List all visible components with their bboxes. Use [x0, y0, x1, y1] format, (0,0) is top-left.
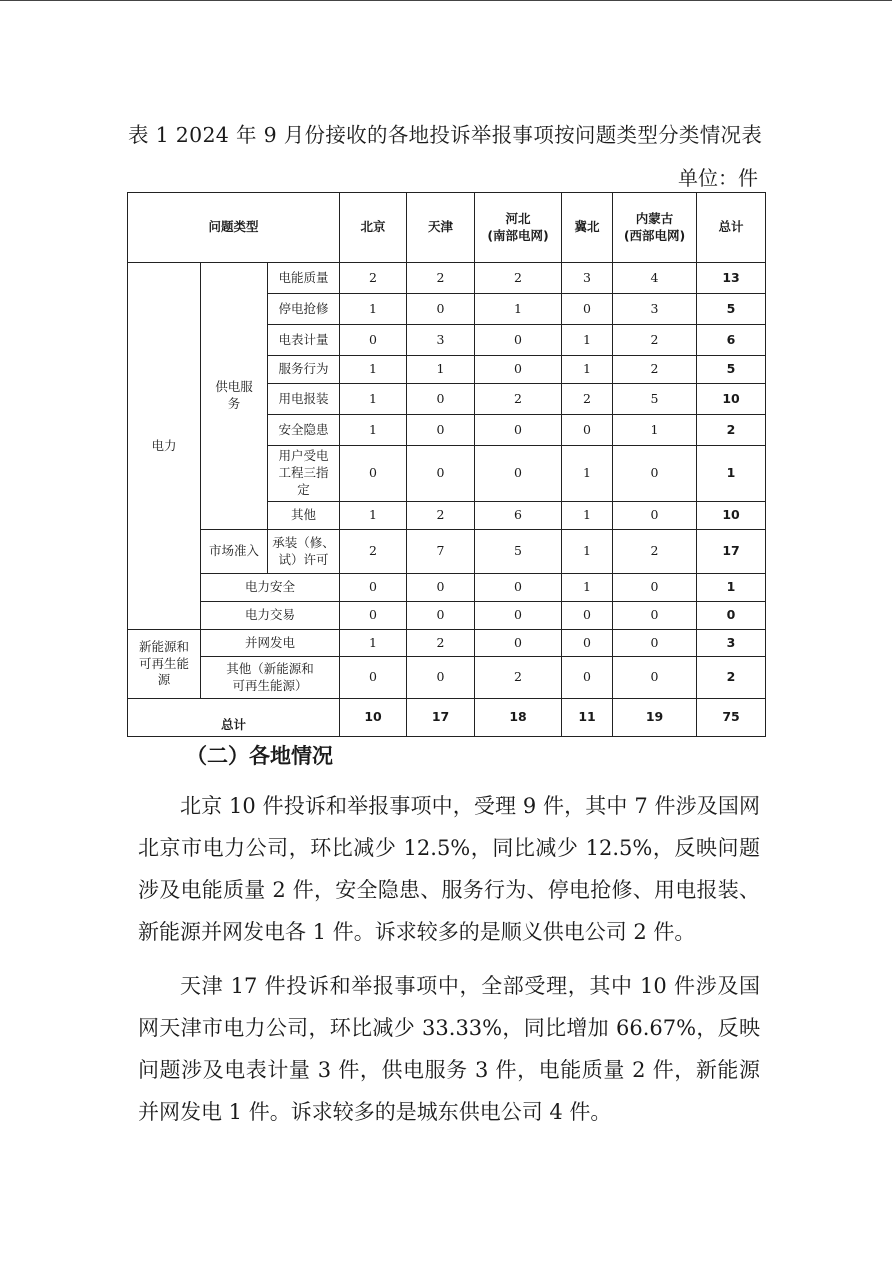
- row-label: 电表计量: [268, 325, 340, 356]
- cell-total: 0: [697, 602, 766, 630]
- cell-value: 0: [407, 446, 475, 502]
- cell-value: 2: [613, 356, 697, 384]
- cell-value: 3: [407, 325, 475, 356]
- cell-total: 2: [697, 415, 766, 446]
- cell-value: 1: [562, 574, 613, 602]
- cell-value: 1: [340, 630, 407, 657]
- cell-total: 3: [697, 630, 766, 657]
- row-label: 并网发电: [201, 630, 340, 657]
- cell-value: 0: [475, 325, 562, 356]
- cell-value: 1: [340, 294, 407, 325]
- cell-value: 0: [340, 602, 407, 630]
- cell-value: 0: [613, 502, 697, 530]
- header-neimenggu: 内蒙古 (西部电网): [613, 193, 697, 263]
- cell-value: 2: [407, 630, 475, 657]
- cell-value: 3: [613, 294, 697, 325]
- cell-value: 2: [475, 657, 562, 699]
- cell-value: 0: [340, 574, 407, 602]
- cell-value: 1: [340, 384, 407, 415]
- total-neimenggu: 19: [613, 699, 697, 737]
- row-label: 安全隐患: [268, 415, 340, 446]
- cell-value: 0: [613, 602, 697, 630]
- cell-value: 3: [562, 263, 613, 294]
- header-tianjin: 天津: [407, 193, 475, 263]
- cell-value: 0: [562, 415, 613, 446]
- cell-value: 0: [562, 602, 613, 630]
- total-beijing: 10: [340, 699, 407, 737]
- row-label: 其他: [268, 502, 340, 530]
- body-text: [138, 785, 760, 1133]
- page-top-border: [0, 0, 892, 1]
- cell-value: 0: [407, 384, 475, 415]
- cell-value: 0: [475, 415, 562, 446]
- totals-row: [128, 699, 766, 737]
- cell-value: 7: [407, 530, 475, 574]
- unit-label: 单位：件: [678, 166, 758, 190]
- cell-total: 5: [697, 356, 766, 384]
- cell-value: 4: [613, 263, 697, 294]
- cell-value: 0: [407, 415, 475, 446]
- section-heading: （二）各地情况: [186, 743, 333, 768]
- cell-value: 0: [475, 574, 562, 602]
- total-tianjin: 17: [407, 699, 475, 737]
- table-row: [128, 657, 766, 699]
- cell-total: 13: [697, 263, 766, 294]
- cell-value: 2: [475, 384, 562, 415]
- group-electric: 电力: [128, 263, 201, 630]
- row-label: 电力交易: [201, 602, 340, 630]
- row-label: 电能质量: [268, 263, 340, 294]
- cell-value: 1: [562, 502, 613, 530]
- paragraph-tianjin: 天津 17 件投诉和举报事项中，全部受理，其中 10 件涉及国网天津市电力公司，环比减少 33.33%，同比增加 66.67%，反映问题涉及电表计量 3 件，供电服务 3 件，电能质量 2 件，新能源并网发电 1 件。诉求较多的是城东供电公司 4 件。: [138, 974, 760, 1124]
- row-label: 用户受电工程三指定: [268, 446, 340, 502]
- cell-value: 0: [475, 446, 562, 502]
- group-supply-service: 供电服务: [201, 263, 268, 530]
- cell-value: 0: [613, 446, 697, 502]
- cell-value: 2: [407, 263, 475, 294]
- complaint-table: [127, 192, 766, 737]
- cell-value: 0: [407, 657, 475, 699]
- table-row: [128, 263, 766, 294]
- header-problem-type: 问题类型: [128, 193, 340, 263]
- cell-value: 0: [613, 657, 697, 699]
- cell-value: 0: [613, 574, 697, 602]
- group-renewable: 新能源和可再生能源: [128, 630, 201, 699]
- cell-value: 2: [475, 263, 562, 294]
- cell-value: 0: [407, 574, 475, 602]
- cell-value: 5: [475, 530, 562, 574]
- cell-value: 1: [340, 502, 407, 530]
- header-row: [128, 193, 766, 263]
- total-hebei: 18: [475, 699, 562, 737]
- cell-value: 0: [562, 657, 613, 699]
- cell-value: 1: [340, 415, 407, 446]
- cell-value: 2: [613, 530, 697, 574]
- cell-value: 1: [475, 294, 562, 325]
- cell-value: 1: [407, 356, 475, 384]
- group-market-access: 市场准入: [201, 530, 268, 574]
- cell-value: 2: [340, 530, 407, 574]
- cell-total: 1: [697, 574, 766, 602]
- cell-value: 0: [475, 630, 562, 657]
- row-label: 电力安全: [201, 574, 340, 602]
- cell-total: 10: [697, 384, 766, 415]
- cell-value: 0: [475, 602, 562, 630]
- cell-value: 1: [562, 446, 613, 502]
- row-label: 停电抢修: [268, 294, 340, 325]
- totals-label: 总计: [128, 699, 340, 737]
- cell-value: 2: [340, 263, 407, 294]
- cell-value: 6: [475, 502, 562, 530]
- row-label: 服务行为: [268, 356, 340, 384]
- cell-value: 0: [340, 446, 407, 502]
- cell-value: 0: [407, 602, 475, 630]
- table-title: 表 1 2024 年 9 月份接收的各地投诉举报事项按问题类型分类情况表: [128, 123, 763, 147]
- cell-value: 1: [562, 530, 613, 574]
- cell-value: 2: [562, 384, 613, 415]
- cell-total: 6: [697, 325, 766, 356]
- cell-value: 0: [407, 294, 475, 325]
- cell-total: 10: [697, 502, 766, 530]
- row-label: 其他（新能源和可再生能源）: [201, 657, 340, 699]
- cell-value: 0: [475, 356, 562, 384]
- cell-value: 5: [613, 384, 697, 415]
- cell-value: 0: [562, 294, 613, 325]
- total-grand: 75: [697, 699, 766, 737]
- cell-value: 0: [340, 657, 407, 699]
- cell-total: 17: [697, 530, 766, 574]
- table-row: [128, 630, 766, 657]
- table-row: [128, 602, 766, 630]
- cell-value: 1: [340, 356, 407, 384]
- cell-value: 2: [613, 325, 697, 356]
- header-total: 总计: [697, 193, 766, 263]
- cell-total: 1: [697, 446, 766, 502]
- cell-total: 2: [697, 657, 766, 699]
- cell-value: 1: [562, 325, 613, 356]
- total-jibei: 11: [562, 699, 613, 737]
- header-jibei: 冀北: [562, 193, 613, 263]
- row-label: 用电报装: [268, 384, 340, 415]
- table-row: [128, 530, 766, 574]
- cell-value: 0: [562, 630, 613, 657]
- cell-value: 0: [340, 325, 407, 356]
- cell-value: 1: [562, 356, 613, 384]
- paragraph-beijing: 北京 10 件投诉和举报事项中，受理 9 件，其中 7 件涉及国网北京市电力公司，环比减少 12.5%，同比减少 12.5%，反映问题涉及电能质量 2 件，安全隐患、服务行为、停电抢修、用电报装、新能源并网发电各 1 件。诉求较多的是顺义供电公司 2 件。: [138, 794, 760, 944]
- cell-value: 0: [613, 630, 697, 657]
- header-hebei: 河北 (南部电网): [475, 193, 562, 263]
- row-label: 承装（修、试）许可: [268, 530, 340, 574]
- cell-total: 5: [697, 294, 766, 325]
- table-row: [128, 574, 766, 602]
- header-beijing: 北京: [340, 193, 407, 263]
- cell-value: 1: [613, 415, 697, 446]
- cell-value: 2: [407, 502, 475, 530]
